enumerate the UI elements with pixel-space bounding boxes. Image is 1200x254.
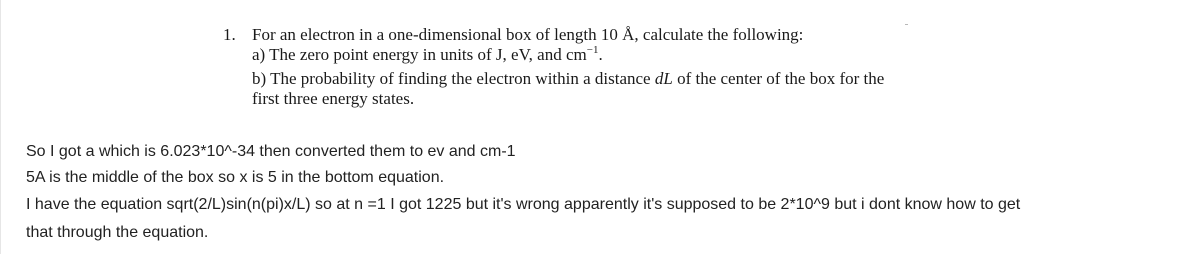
part-b-prefix: b) The probability of finding the electron within a distance (252, 69, 655, 88)
part-a-superscript: −1 (586, 44, 599, 56)
part-a-text: a) The zero point energy in units of J, eV, and cm (252, 45, 587, 64)
left-border (0, 0, 1, 254)
comment-line: 5A is the middle of the box so x is 5 in the bottom equation. (26, 169, 445, 186)
stray-mark (905, 24, 908, 25)
part-b-variable: dL (654, 69, 673, 88)
problem-part-a (252, 44, 603, 68)
problem-number: 1. (223, 25, 236, 44)
comment-line: So I got a which is 6.023*10^-34 then converted them to ev and cm-1 (26, 143, 516, 160)
part-b-suffix: of the center of the box for the (672, 69, 885, 88)
problem-part-b (252, 68, 884, 90)
part-a-suffix: . (598, 45, 603, 64)
comment-line: that through the equation. (26, 224, 209, 241)
comment-line: I have the equation sqrt(2/L)sin(n(pi)x/L) so at n =1 I got 1225 but it's wrong apparently it's supposed to be 2*10^9 but i dont know how to get (26, 196, 1021, 213)
problem-intro: For an electron in a one-dimensional box of length 10 Å, calculate the following: (252, 25, 804, 44)
problem-part-b-continuation: first three energy states. (252, 89, 415, 108)
